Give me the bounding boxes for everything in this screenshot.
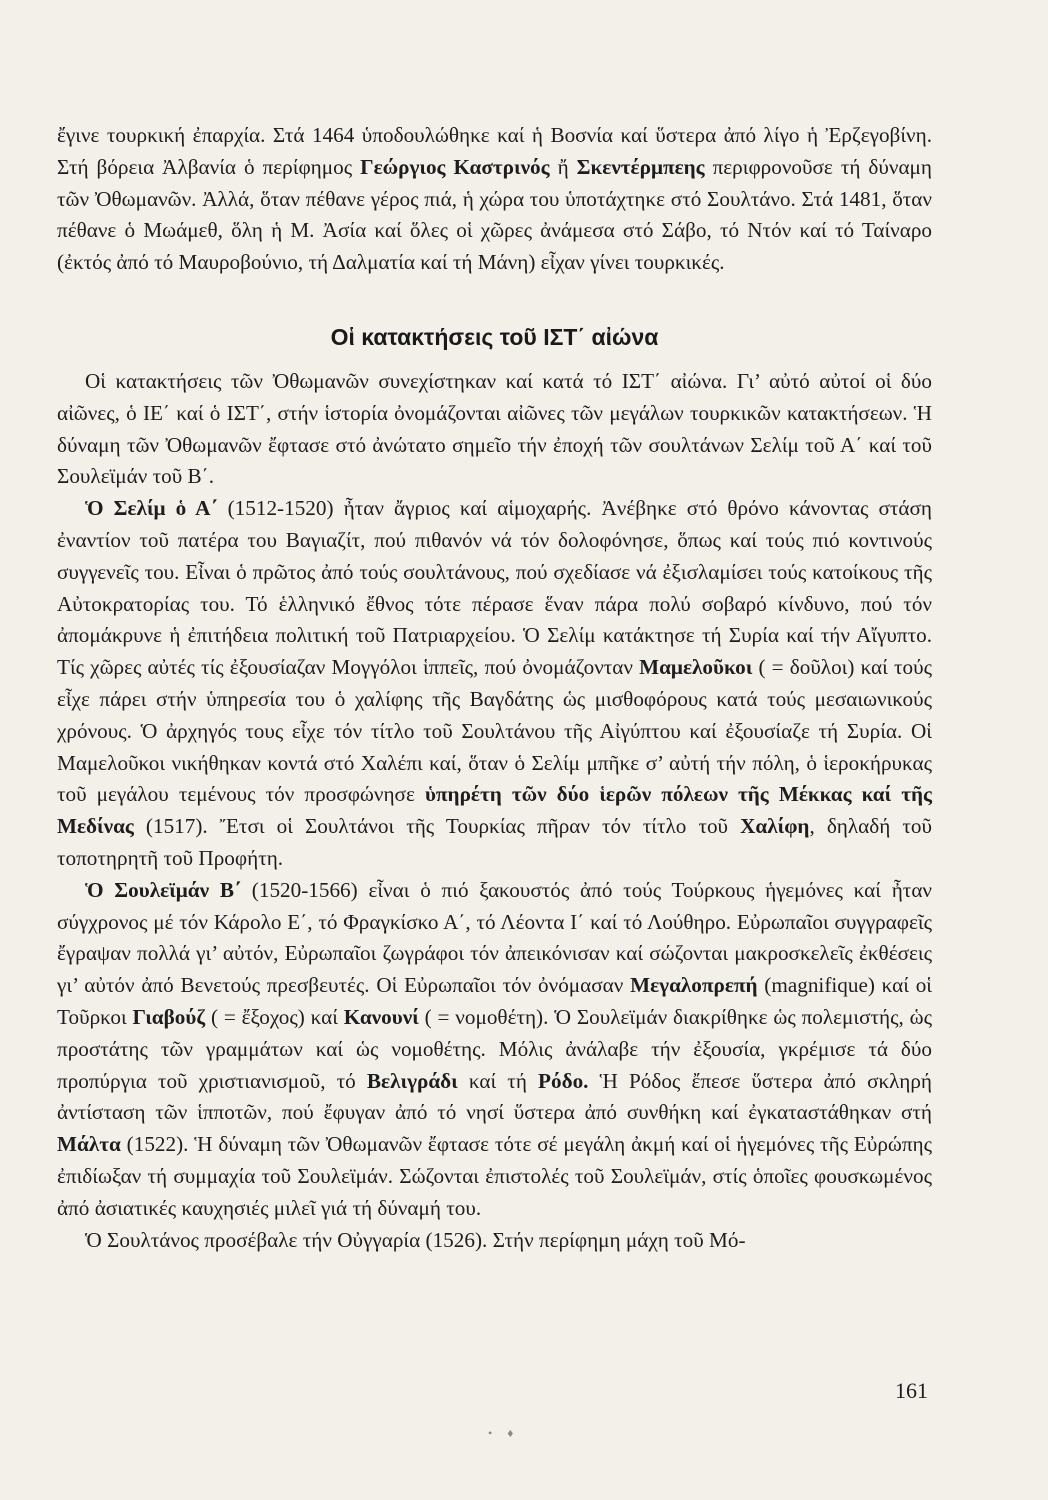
text-run: (1522). Ἡ δύναμη τῶν Ὀθωμανῶν ἔφτασε τότε σέ μεγάλη ἀκμή καί οἱ ἡγεμόνες τῆς Εὐρώπης ἐπιδίωξαν τή συμμαχία τοῦ Σουλεϊμάν. Σώζονται ἐπιστολές τοῦ Σουλεϊμάν, στίς ὁποῖες φουσκωμένος ἀπό ἀσιατικές καυχησιές μιλεῖ γιά τή δύναμή του. — [57, 1132, 932, 1220]
text-run: (magnifique) καί οἱ Τοῦρκοι — [57, 973, 932, 1029]
bold-term: Ὁ Σελίμ ὁ Α΄ — [85, 496, 218, 521]
bold-term: Ὁ Σουλεϊμάν Β΄ — [85, 877, 242, 902]
text-run: ἤ — [549, 154, 577, 179]
text-run: , δηλαδή τοῦ τοποτηρητῆ τοῦ Προφήτη. — [57, 814, 932, 870]
bold-term: Μεγαλοπρεπή — [630, 973, 758, 998]
text-run: ( = ἔξοχος) καί — [205, 1004, 344, 1029]
bold-term: Γιαβούζ — [132, 1004, 206, 1029]
bold-term: Ρόδο. — [538, 1068, 589, 1093]
page-number: 161 — [895, 1378, 928, 1403]
text-run: (1517). Ἔτσι οἱ Σουλτάνοι τῆς Τουρκίας πῆραν τόν τίτλο τοῦ — [133, 814, 741, 839]
section-heading: Οἱ κατακτήσεις τοῦ ΙΣΤ΄ αἰώνα — [330, 323, 659, 350]
text-run: ( = νομοθέτη). Ὁ Σουλεϊμάν διακρίθηκε ὡς πολεμιστής, ὡς προστάτης τῶν γραμμάτων καί ὡς νομοθέτης. Μόλις ἀνάλαβε τήν ἐξουσία, γκρέμισε τά δύο προπύργια τοῦ χριστιανισμοῦ, τό — [57, 1004, 932, 1093]
text-run: Ἡ Ρόδος ἔπεσε ὕστερα ἀπό σκληρή ἀντίσταση τῶν ἱπποτῶν, πού ἔφυγαν ἀπό τό νησί ὕστερα ἀπό συνθήκη καί ἐγκαταστάθηκαν στή — [57, 1068, 932, 1125]
scan-marks: • ♦ — [488, 1426, 520, 1440]
bold-term: Μάλτα — [57, 1132, 121, 1157]
paragraph-suleiman — [57, 875, 932, 1225]
text-run: ( = δοῦλοι) καί τούς εἶχε πάρει στήν ὑπηρεσία του ὁ χαλίφης τῆς Βαγδάτης ὡς μισθοφόρους κατά τούς μεσαιωνικούς χρόνους. Ὁ ἀρχηγός τους εἶχε τόν τίτλο τοῦ Σουλτάνου τῆς Αἰγύπτου καί ἐξουσίαζε τή Συρία. Οἱ Μαμελοῦκοι νικήθηκαν κοντά στό Χαλέπι καί, ὅταν ὁ Σελίμ μπῆκε σ’ αὐτή τήν πόλη, ὁ ἱεροκήρυκας τοῦ μεγάλου τεμένους τόν προσφώνησε — [57, 655, 932, 807]
bold-term: Μαμελοῦκοι — [639, 655, 753, 680]
bold-term: ὑπηρέτη τῶν δύο ἱερῶν πόλεων τῆς Μέκκας καί τῆς Μεδίνας — [57, 782, 932, 839]
bold-term: Σκεντέρμπεης — [576, 154, 705, 179]
text-run: Ὁ Σουλτάνος προσέβαλε τήν Οὐγγαρία (1526). Στήν περίφημη μάχη τοῦ Μό- — [85, 1227, 746, 1252]
paragraph-ottoman-expansion — [57, 120, 932, 279]
bold-term: Γεώργιος Καστρινός — [360, 154, 550, 179]
text-run: περιφρονοῦσε τή δύναμη τῶν Ὀθωμανῶν. Ἀλλά, ὅταν πέθανε γέρος πιά, ἡ χώρα του ὑποτάχτηκε στό Σουλτάνο. Στά 1481, ὅταν πέθανε ὁ Μωάμεθ, ὅλη ἡ Μ. Ἀσία καί ὅλες οἱ χῶρες ἀνάμεσα στό Σάβο, τό Ντόν καί τό Ταίναρο (ἐκτός ἀπό τό Μαυροβούνιο, τή Δαλματία καί τή Μάνη) εἶχαν γίνει τουρκικές. — [57, 154, 933, 275]
text-run: Οἱ κατακτήσεις τῶν Ὀθωμανῶν συνεχίστηκαν καί κατά τό ΙΣΤ΄ αἰώνα. Γι’ αὐτό αὐτοί οἱ δύο αἰῶνες, ὁ ΙΕ΄ καί ὁ ΙΣΤ΄, στήν ἱστορία ὀνομάζονται αἰῶνες τῶν μεγάλων τουρκικῶν κατακτήσεων. Ἡ δύναμη τῶν Ὀθωμανῶν ἔφτασε στό ἀνώτατο σημεῖο τήν ἐποχή τῶν σουλτάνων Σελίμ τοῦ Α΄ καί τοῦ Σουλεϊμάν τοῦ Β΄. — [57, 368, 932, 489]
paragraph-hungary — [57, 1225, 932, 1257]
text-run: (1512-1520) ἦταν ἄγριος καί αἱμοχαρής. Ἀνέβηκε στό θρόνο κάνοντας στάση ἐναντίον τοῦ πατέρα του Βαγιαζίτ, πού πιθανόν νά τόν δολοφόνησε, ὅπως καί τούς πιό κοντινούς συγγενεῖς του. Εἶναι ὁ πρῶτος ἀπό τούς σουλτάνους, πού σχεδίασε νά ἐξισλαμίσει τούς κατοίκους τῆς Αὐτοκρατορίας του. Τό ἑλληνικό ἔθνος τότε πέρασε ἕναν πάρα πολύ σοβαρό κίνδυνο, πού τόν ἀπομάκρυνε ἡ ἐπιτήδεια πολιτική τοῦ Πατριαρχείου. Ὁ Σελίμ κατάκτησε τή Συρία καί τήν Αἴγυπτο. Τίς χῶρες αὐτές τίς ἐξουσίαζαν Μογγόλοι ἱππεῖς, πού ὀνομάζονταν — [57, 496, 932, 680]
text-run: καί τή — [457, 1068, 539, 1093]
page-body — [57, 120, 932, 1256]
bold-term: Κανουνί — [343, 1004, 419, 1029]
paragraph-16th-century — [57, 366, 932, 493]
bold-term: Βελιγράδι — [366, 1068, 458, 1093]
text-run: ἔγινε τουρκική ἐπαρχία. Στά 1464 ὑποδουλώθηκε καί ἡ Βοσνία καί ὕστερα ἀπό λίγο ἡ Ἐρζεγοβίνη. Στή βόρεια Ἀλβανία ὁ περίφημος — [57, 123, 932, 179]
paragraph-selim-i — [57, 493, 932, 875]
bold-term: Χαλίφη — [740, 814, 810, 839]
text-run: (1520-1566) εἶναι ὁ πιό ξακουστός ἀπό τούς Τούρκους ἡγεμόνες καί ἦταν σύγχρονος μέ τόν Κάρολο Ε΄, τό Φραγκίσκο Α΄, τό Λέοντα Ι΄ καί τό Λούθηρο. Εὐρωπαῖοι συγγραφεῖς ἔγραψαν πολλά γι’ αὐτόν, Εὐρωπαῖοι ζωγράφοι τόν ἀπεικόνισαν καί σώζονται μακροσκελεῖς ἐκθέσεις γι’ αὐτόν ἀπό Βενετούς πρεσβευτές. Οἱ Εὐρωπαῖοι τόν ὀνόμασαν — [57, 877, 932, 998]
